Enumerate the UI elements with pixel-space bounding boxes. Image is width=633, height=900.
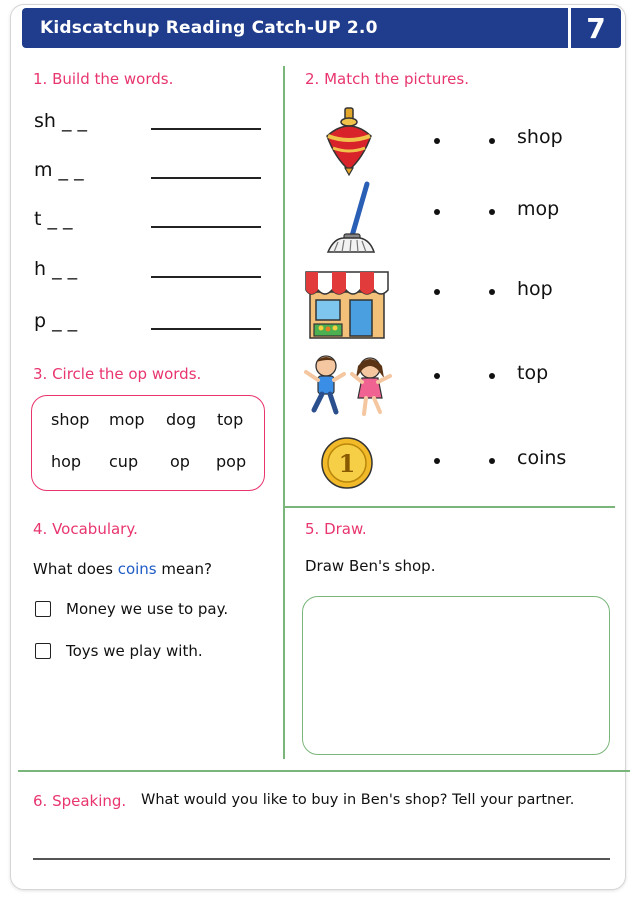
match-dot-right[interactable] <box>489 209 495 215</box>
draw-instruction: Draw Ben's shop. <box>305 557 436 575</box>
speaking-answer-line[interactable] <box>33 858 610 860</box>
match-dot-left[interactable] <box>434 138 440 144</box>
worksheet-title: Kidscatchup Reading Catch-UP 2.0 <box>40 18 378 38</box>
circle-word[interactable]: top <box>217 410 244 429</box>
match-dot-left[interactable] <box>434 458 440 464</box>
build-word-row <box>34 258 274 286</box>
build-word-row <box>34 208 274 236</box>
circle-word[interactable]: op <box>170 452 190 471</box>
column-divider <box>283 66 285 759</box>
section-6-heading: 6. Speaking. <box>33 792 127 810</box>
circle-word[interactable]: cup <box>109 452 139 471</box>
answer-line[interactable] <box>151 226 261 228</box>
word-stem: m _ _ <box>34 159 84 181</box>
build-word-row <box>34 110 274 138</box>
option-label: Money we use to pay. <box>66 600 229 618</box>
match-dot-left[interactable] <box>434 373 440 379</box>
match-dot-left[interactable] <box>434 289 440 295</box>
vocabulary-question <box>33 560 212 578</box>
question-keyword: coins <box>117 560 157 578</box>
match-word: coins <box>517 447 567 469</box>
circle-word[interactable]: hop <box>51 452 82 471</box>
match-dot-right[interactable] <box>489 458 495 464</box>
match-word: mop <box>517 198 560 220</box>
bottom-section-divider <box>18 770 630 772</box>
section-1-heading: 1. Build the words. <box>33 70 174 88</box>
match-dot-left[interactable] <box>434 209 440 215</box>
circle-word[interactable]: pop <box>216 452 247 471</box>
spinning-top-picture <box>323 106 375 176</box>
match-word: top <box>517 362 549 384</box>
build-word-row <box>34 310 274 338</box>
coin-picture <box>320 436 374 490</box>
section-5-heading: 5. Draw. <box>305 520 367 538</box>
word-stem: t _ _ <box>34 208 73 230</box>
circle-word[interactable]: shop <box>51 410 90 429</box>
question-text: mean? <box>161 560 212 578</box>
answer-line[interactable] <box>151 276 261 278</box>
shop-picture <box>304 268 390 342</box>
option-label: Toys we play with. <box>66 642 203 660</box>
children-hopping-picture <box>300 352 396 424</box>
question-text: What does <box>33 560 113 578</box>
section-2-heading: 2. Match the pictures. <box>305 70 469 88</box>
match-word: hop <box>517 278 553 300</box>
option-checkbox[interactable] <box>35 643 51 659</box>
match-dot-right[interactable] <box>489 138 495 144</box>
speaking-prompt: What would you like to buy in Ben's shop? Tell your partner. <box>141 792 575 808</box>
option-checkbox[interactable] <box>35 601 51 617</box>
word-stem: p _ _ <box>34 310 78 332</box>
match-word: shop <box>517 126 563 148</box>
page-number: 7 <box>571 8 621 48</box>
match-dot-right[interactable] <box>489 373 495 379</box>
circle-word[interactable]: mop <box>109 410 145 429</box>
match-dot-right[interactable] <box>489 289 495 295</box>
word-stem: sh _ _ <box>34 110 88 132</box>
section-4-heading: 4. Vocabulary. <box>33 520 138 538</box>
section-3-heading: 3. Circle the op words. <box>33 365 202 383</box>
drawing-area[interactable] <box>302 596 610 755</box>
word-stem: h _ _ <box>34 258 78 280</box>
header-bar <box>22 8 568 48</box>
coin-numeral: 1 <box>338 449 356 478</box>
answer-line[interactable] <box>151 328 261 330</box>
circle-word[interactable]: dog <box>166 410 197 429</box>
build-word-row <box>34 159 274 187</box>
right-section-divider <box>283 506 615 508</box>
mop-picture <box>320 180 380 258</box>
answer-line[interactable] <box>151 128 261 130</box>
answer-line[interactable] <box>151 177 261 179</box>
